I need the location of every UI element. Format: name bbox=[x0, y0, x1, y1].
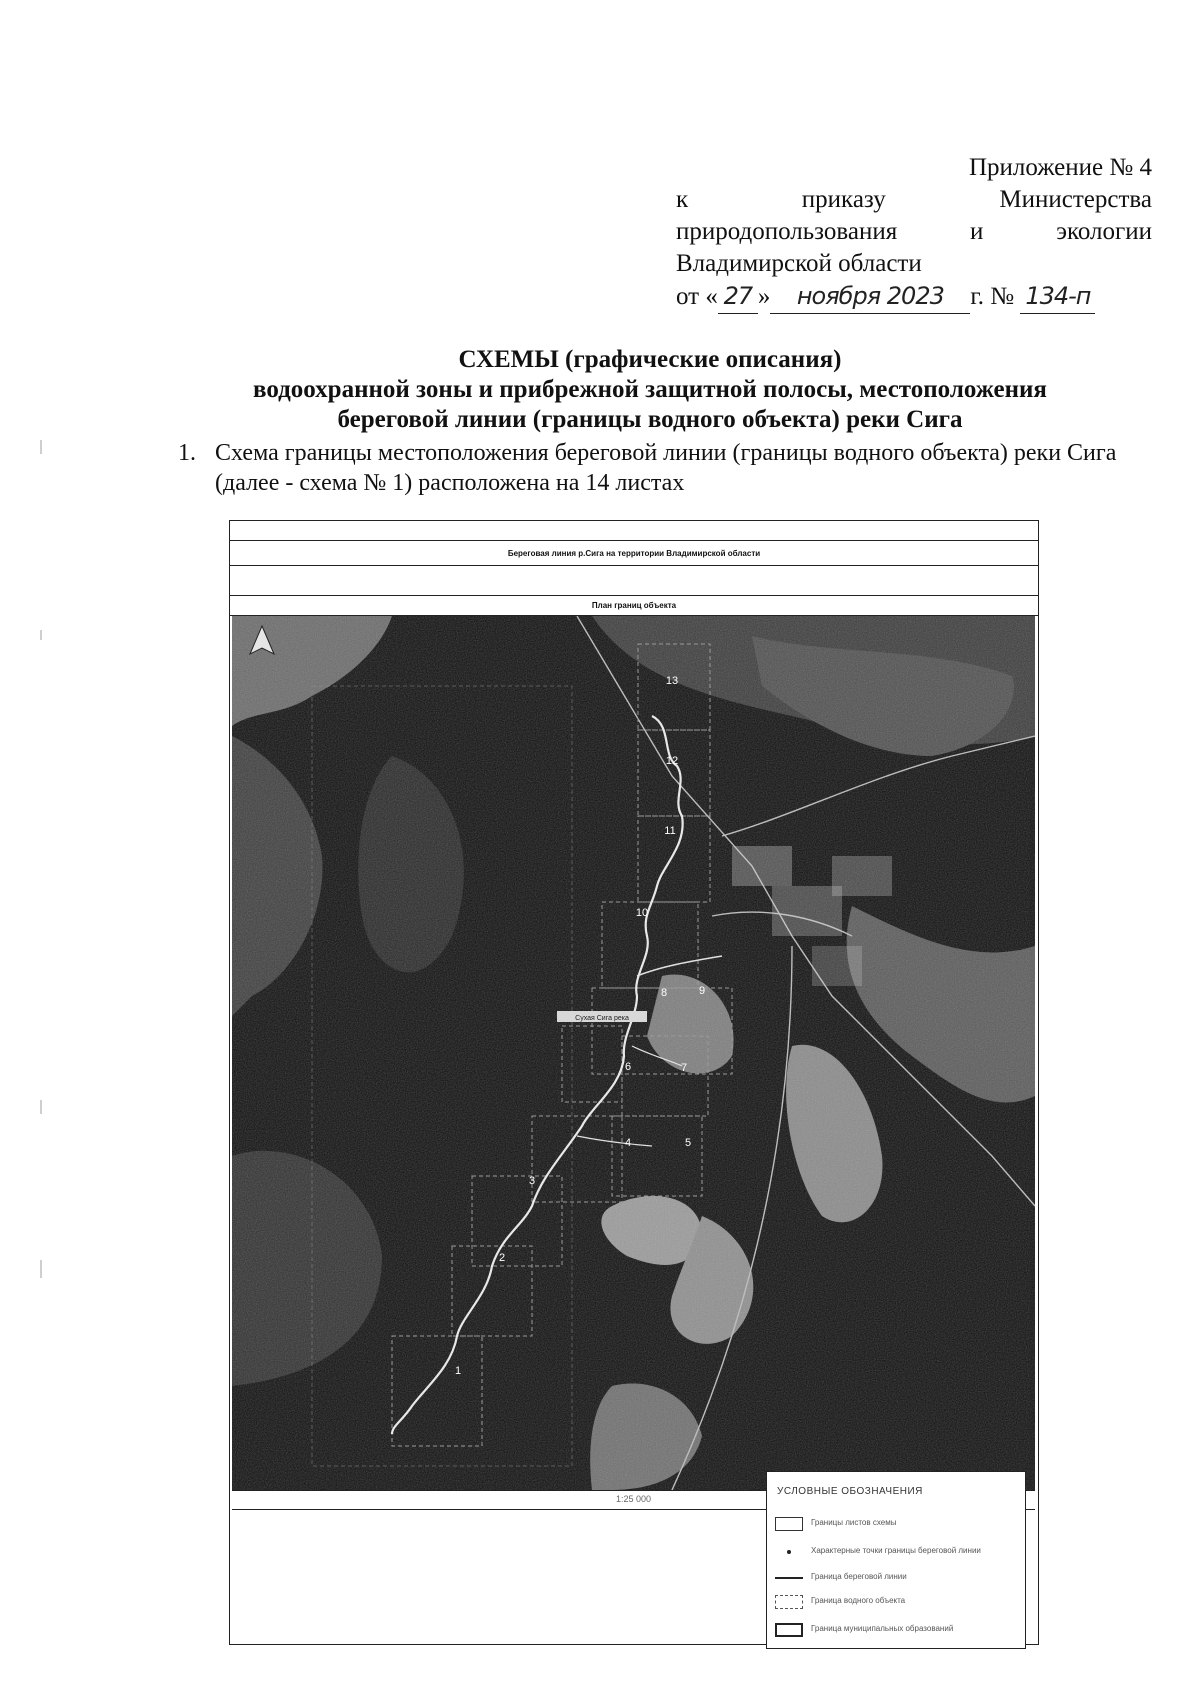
legend-item bbox=[775, 1516, 1015, 1532]
map-drawing bbox=[232, 616, 1035, 1490]
sheet-label: 10 bbox=[635, 907, 649, 919]
sheet-label: 4 bbox=[624, 1137, 632, 1149]
legend-symbol-water bbox=[775, 1595, 803, 1609]
handwritten-order-number: 134-п bbox=[1025, 282, 1091, 310]
number-prefix: г. № bbox=[970, 283, 1015, 310]
legend-symbol-sheet bbox=[775, 1517, 803, 1531]
appendix-word: природопользования bbox=[676, 218, 898, 245]
appendix-word: приказу bbox=[801, 186, 886, 213]
appendix-line-3 bbox=[676, 216, 1152, 248]
sheet-label: 7 bbox=[680, 1062, 688, 1074]
appendix-word: Министерства bbox=[999, 186, 1152, 213]
sheet-label: 1 bbox=[454, 1365, 462, 1377]
settlement-block bbox=[812, 946, 862, 986]
appendix-word: и bbox=[970, 218, 984, 245]
frame-header-title: Береговая линия р.Сига на территории Владимирской области bbox=[230, 541, 1038, 566]
legend-label: Граница водного объекта bbox=[811, 1596, 906, 1605]
legend-label: Характерные точки границы береговой линии bbox=[811, 1546, 981, 1555]
legend-item bbox=[775, 1570, 1015, 1586]
settlement-block bbox=[732, 846, 792, 886]
title-line: береговой линии (границы водного объекта) реки Сига bbox=[337, 406, 963, 433]
handwritten-day: 27 bbox=[723, 282, 753, 310]
legend-label: Границы листов схемы bbox=[811, 1518, 897, 1527]
scan-margin-mark bbox=[40, 1260, 42, 1278]
legend-label: Граница береговой линии bbox=[811, 1572, 907, 1581]
sheet-label: 5 bbox=[684, 1137, 692, 1149]
order-number-field bbox=[1020, 280, 1095, 314]
settlement-block bbox=[772, 886, 842, 936]
sheet-label: 3 bbox=[528, 1175, 536, 1187]
sheet-label: 12 bbox=[665, 755, 679, 767]
frame-row-empty bbox=[230, 521, 1038, 541]
sheet-label: 9 bbox=[698, 985, 706, 997]
legend-symbol-point bbox=[775, 1545, 803, 1559]
sheet-label: 2 bbox=[498, 1252, 506, 1264]
list-number: 1. bbox=[178, 440, 196, 466]
legend-item bbox=[775, 1594, 1015, 1610]
map-grain bbox=[232, 616, 1035, 1490]
settlement-block bbox=[832, 856, 892, 896]
legend-item bbox=[775, 1544, 1015, 1560]
sheet-label: 13 bbox=[665, 675, 679, 687]
appendix-title: Приложение № 4 bbox=[968, 154, 1152, 181]
document-title bbox=[200, 345, 1100, 435]
frame-subtitle: План границ объекта bbox=[230, 596, 1038, 616]
legend-item bbox=[775, 1622, 1015, 1638]
satellite-map[interactable] bbox=[232, 616, 1035, 1490]
title-line: водоохранной зоны и прибрежной защитной полосы, местоположения bbox=[253, 376, 1047, 403]
appendix-block bbox=[676, 152, 1152, 312]
date-prefix: от « bbox=[676, 283, 718, 310]
callout-label: Сухая Сига река bbox=[575, 1015, 629, 1022]
frame-row-empty bbox=[230, 566, 1038, 596]
sheet-label: 6 bbox=[624, 1061, 632, 1073]
scale-bar: 1:25 000 bbox=[232, 1490, 1035, 1510]
legend-symbol-municipal bbox=[775, 1623, 803, 1637]
legend-symbol-line bbox=[775, 1571, 803, 1585]
sheet-label: 8 bbox=[660, 987, 668, 999]
appendix-line-2 bbox=[676, 184, 1152, 216]
title-line: СХЕМЫ (графические описания) bbox=[458, 346, 842, 373]
legend-label: Граница муниципальных образований bbox=[811, 1624, 954, 1633]
appendix-date-line bbox=[676, 280, 1152, 312]
appendix-line-4: Владимирской области bbox=[676, 250, 922, 277]
scan-margin-mark bbox=[40, 1100, 42, 1114]
appendix-word: к bbox=[676, 186, 689, 213]
appendix-word: экологии bbox=[1056, 218, 1152, 245]
legend-heading: УСЛОВНЫЕ ОБОЗНАЧЕНИЯ bbox=[777, 1486, 923, 1497]
date-mid: » bbox=[757, 283, 771, 310]
scan-margin-mark bbox=[40, 630, 42, 640]
sheet-label: 11 bbox=[664, 825, 676, 837]
date-day-field bbox=[718, 280, 758, 314]
scan-margin-mark bbox=[40, 440, 42, 454]
list-text: Схема границы местоположения береговой линии (границы водного объекта) реки Сига (далее - схема № 1) расположена на 14 листах bbox=[215, 440, 1117, 496]
map-legend bbox=[766, 1471, 1026, 1649]
terrain-layer bbox=[232, 616, 1035, 1490]
handwritten-month-year: ноября 2023 bbox=[796, 282, 944, 310]
date-month-field bbox=[770, 280, 970, 314]
